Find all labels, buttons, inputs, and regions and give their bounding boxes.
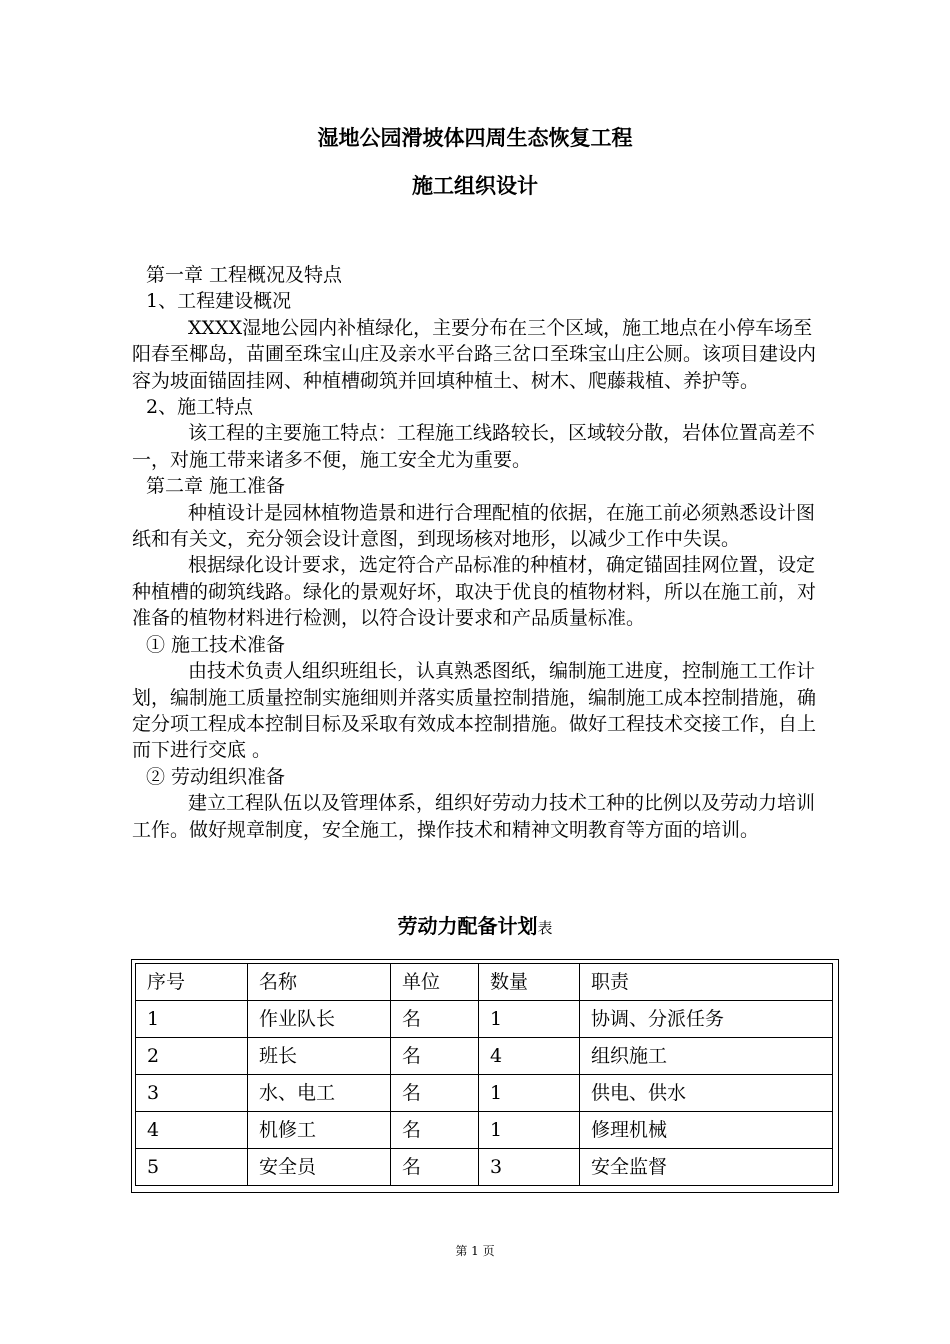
- table-row: [136, 1038, 833, 1075]
- section-2-paragraph: 该工程的主要施工特点：工程施工线路较长，区域较分散，岩体位置高差不一，对施工带来诸多不便，施工安全尤为重要。: [132, 422, 816, 471]
- table-cell: 名: [391, 1112, 479, 1149]
- table-cell: 4: [136, 1112, 248, 1149]
- labor-prep-heading: ② 劳动组织准备: [146, 765, 286, 788]
- table-cell: 组织施工: [580, 1038, 833, 1075]
- table-row: [136, 1075, 833, 1112]
- table-cell: 4: [479, 1038, 580, 1075]
- table-cell: 班长: [248, 1038, 391, 1075]
- table-cell: 安全监督: [580, 1149, 833, 1186]
- section-2-heading: 2、施工特点: [146, 396, 254, 419]
- document-body: [132, 262, 818, 843]
- chapter-2-heading: 第二章 施工准备: [146, 475, 286, 498]
- header-cell: 单位: [391, 964, 479, 1001]
- chapter-1-heading: 第一章 工程概况及特点: [146, 264, 343, 286]
- chapter-2-paragraph-2: 根据绿化设计要求，选定符合产品标准的种植材，确定锚固挂网位置，设定种植槽的砌筑线路。绿化的景观好坏，取决于优良的植物材料，所以在施工前，对准备的植物材料进行检测，以符合设计要求和产品质量标准。: [132, 554, 817, 630]
- table-cell: 1: [479, 1112, 580, 1149]
- table-cell: 协调、分派任务: [580, 1001, 833, 1038]
- table-cell: 水、电工: [248, 1075, 391, 1112]
- table-cell: 作业队长: [248, 1001, 391, 1038]
- header-cell: 序号: [136, 964, 248, 1001]
- table-row: [136, 1001, 833, 1038]
- table-header-row: [136, 964, 833, 1001]
- table-cell: 3: [479, 1149, 580, 1186]
- labor-table: [135, 963, 833, 1186]
- table-cell: 名: [391, 1038, 479, 1075]
- section-1-heading: 1、工程建设概况: [146, 290, 292, 313]
- header-cell: 数量: [479, 964, 580, 1001]
- table-cell: 1: [479, 1075, 580, 1112]
- tech-prep-paragraph: 由技术负责人组织班组长，认真熟悉图纸，编制施工进度，控制施工工作计划，编制施工质量控制实施细则并落实质量控制措施，编制施工成本控制措施，确定分项工程成本控制目标及采取有效成本控制措施。做好工程技术交接工作，自上而下进行交底 。: [132, 660, 817, 762]
- page-number: 第 1 页: [455, 1244, 495, 1258]
- header-cell: 名称: [248, 964, 391, 1001]
- section-1-paragraph: XXXX湿地公园内补植绿化，主要分布在三个区域，施工地点在小停车场至阳春至椰岛，苗圃至珠宝山庄及亲水平台路三岔口至珠宝山庄公厕。该项目建设内容为坡面锚固挂网、种植槽砌筑并回填种植土、树木、爬藤栽植、养护等。: [132, 316, 817, 392]
- table-title-suffix: 表: [537, 919, 553, 937]
- chapter-2-paragraph-1: 种植设计是园林植物造景和进行合理配植的依据，在施工前必须熟悉设计图纸和有关文，充分领会设计意图，到现场核对地形，以减少工作中失误。: [132, 501, 816, 551]
- table-cell: 2: [136, 1038, 248, 1075]
- table-row: [136, 1149, 833, 1186]
- header-cell: 职责: [580, 964, 833, 1001]
- table-cell: 名: [391, 1149, 479, 1186]
- table-cell: 名: [391, 1001, 479, 1038]
- tech-prep-heading: ① 施工技术准备: [146, 633, 286, 656]
- table-caption: [0, 911, 950, 943]
- table-cell: 名: [391, 1075, 479, 1112]
- document-title: 湿地公园滑坡体四周生态恢复工程: [317, 126, 633, 150]
- table-cell: 1: [136, 1001, 248, 1038]
- table-cell: 供电、供水: [580, 1075, 833, 1112]
- table-cell: 3: [136, 1075, 248, 1112]
- table-cell: 机修工: [248, 1112, 391, 1149]
- table-row: [136, 1112, 833, 1149]
- labor-prep-paragraph: 建立工程队伍以及管理体系，组织好劳动力技术工种的比例以及劳动力培训工作。做好规章制度，安全施工，操作技术和精神文明教育等方面的培训。: [132, 792, 816, 841]
- table-frame: [131, 959, 839, 1193]
- document-subtitle: 施工组织设计: [412, 174, 538, 198]
- table-cell: 安全员: [248, 1149, 391, 1186]
- table-cell: 5: [136, 1149, 248, 1186]
- table-cell: 修理机械: [580, 1112, 833, 1149]
- table-cell: 1: [479, 1001, 580, 1038]
- table-title: 劳动力配备计划: [397, 914, 538, 938]
